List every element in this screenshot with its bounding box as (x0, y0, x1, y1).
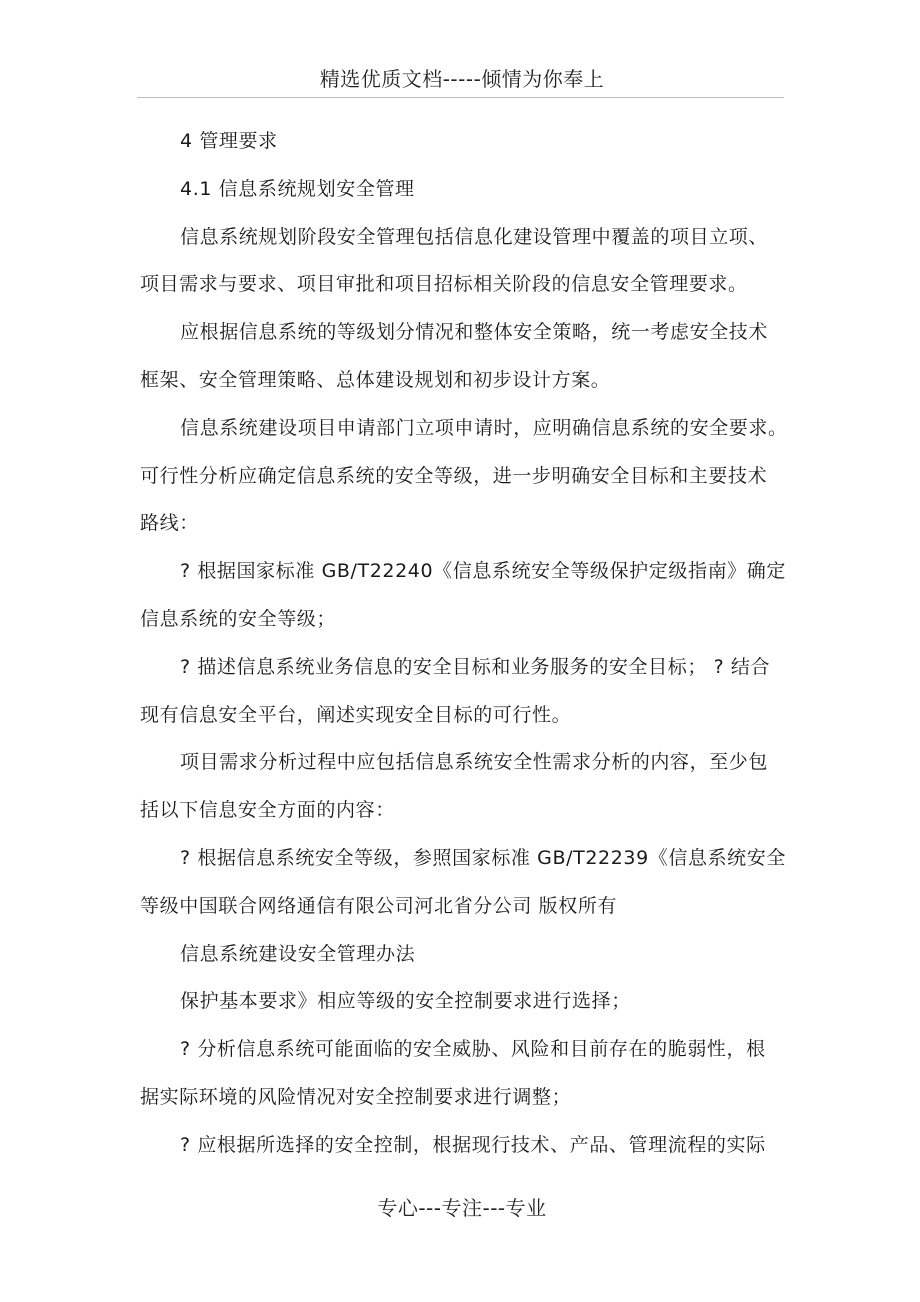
text-line: ? 根据信息系统安全等级，参照国家标准 GB/T22239《信息系统安全 (180, 846, 786, 869)
text-line: 4 管理要求 (180, 130, 278, 152)
text-line: ? 分析信息系统可能面临的安全威胁、风险和目前存在的脆弱性，根 (180, 1038, 766, 1061)
text-line: 4.1 信息系统规划安全管理 (180, 177, 415, 200)
text-line: ? 根据国家标准 GB/T22240《信息系统安全等级保护定级指南》确定 (180, 560, 786, 583)
text-line: 信息系统建设安全管理办法 (180, 942, 416, 965)
document-body (140, 118, 790, 1170)
text-line: 信息系统的安全等级； (140, 607, 337, 630)
header-divider (137, 97, 784, 98)
text-line: 保护基本要求》相应等级的安全控制要求进行选择； (180, 990, 631, 1013)
page-footer: 专心---专注---专业 (377, 1196, 547, 1220)
text-line: ? 应根据所选择的安全控制，根据现行技术、产品、管理流程的实际 (180, 1133, 766, 1156)
text-line: 可行性分析应确定信息系统的安全等级，进一步明确安全目标和主要技术 (140, 464, 768, 487)
text-line: 路线： (140, 512, 199, 535)
text-line: 信息系统建设项目申请部门立项申请时，应明确信息系统的安全要求。 (180, 416, 788, 439)
page-header: 精选优质文档-----倾情为你奉上 (319, 67, 605, 91)
text-line: 等级中国联合网络通信有限公司河北省分公司 版权所有 (140, 894, 618, 917)
text-line: 应根据信息系统的等级划分情况和整体安全策略，统一考虑安全技术 (180, 321, 769, 344)
text-line: ? 描述信息系统业务信息的安全目标和业务服务的安全目标； ? 结合 (180, 655, 771, 678)
text-line: 现有信息安全平台，阐述实现安全目标的可行性。 (140, 703, 572, 726)
text-line: 项目需求与要求、项目审批和项目招标相关阶段的信息安全管理要求。 (140, 273, 748, 296)
text-line: 项目需求分析过程中应包括信息系统安全性需求分析的内容，至少包 (180, 751, 769, 774)
text-line: 信息系统规划阶段安全管理包括信息化建设管理中覆盖的项目立项、 (180, 225, 769, 248)
text-line: 框架、安全管理策略、总体建设规划和初步设计方案。 (140, 368, 611, 391)
text-line: 括以下信息安全方面的内容： (140, 799, 395, 822)
text-line: 据实际环境的风险情况对安全控制要求进行调整； (140, 1085, 572, 1108)
